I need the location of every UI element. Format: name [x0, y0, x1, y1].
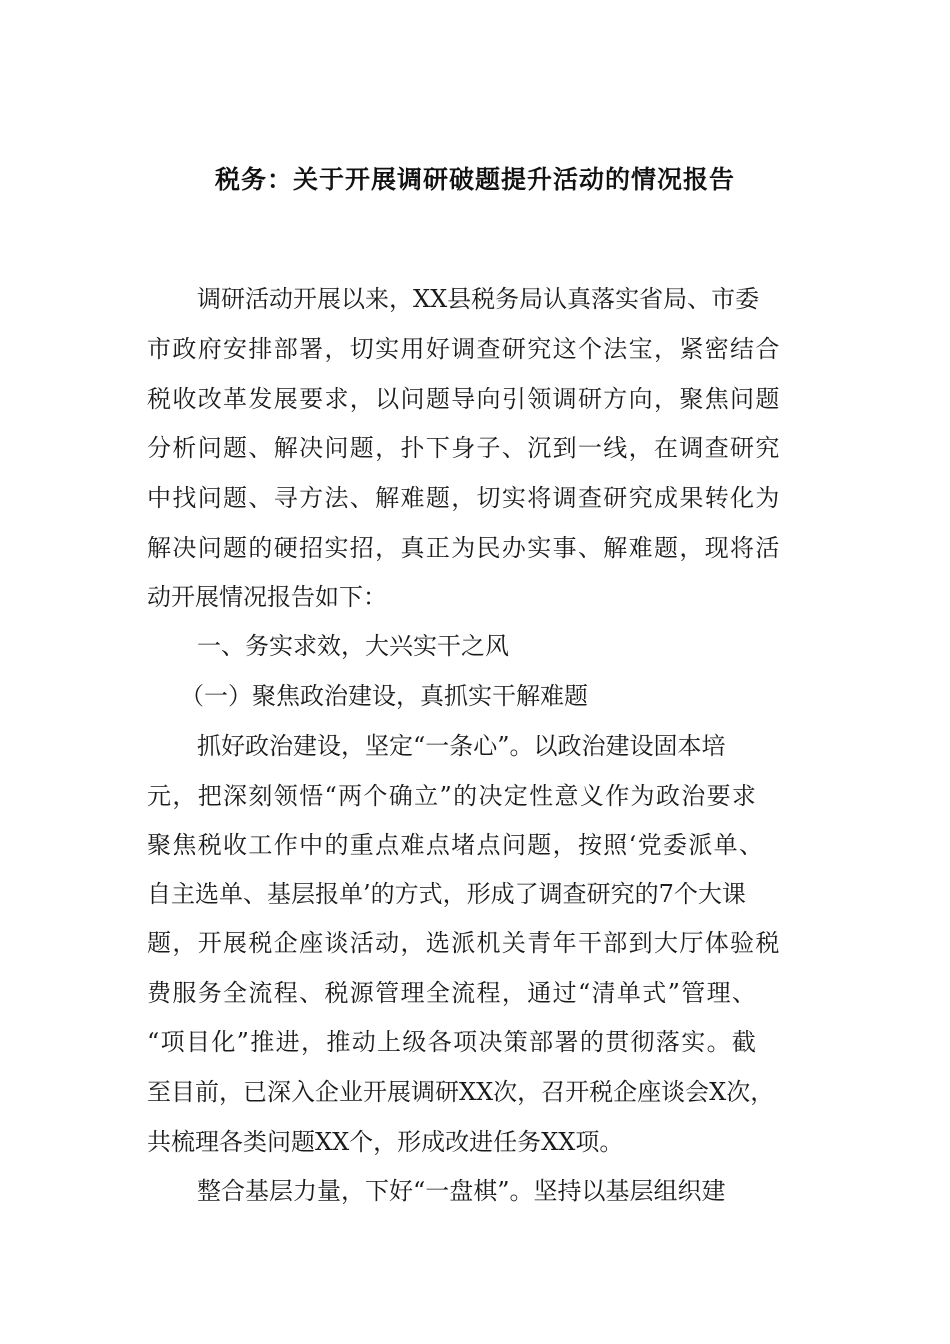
paragraph-line: 抓好政治建设，坚定“一条心”。以政治建设固本培 — [197, 732, 726, 760]
paragraph-line: 整合基层力量，下好“一盘棋”。坚持以基层组织建 — [197, 1177, 726, 1205]
paragraph-line: 题，开展税企座谈活动，选派机关青年干部到大厅体验税 — [147, 929, 781, 957]
paragraph-line: 自主选单、基层报单’的方式，形成了调查研究的7个大课 — [147, 880, 746, 908]
paragraph-line: 税收改革发展要求，以问题导向引领调研方向，聚焦问题 — [147, 385, 781, 413]
section-heading: 一、务实求效，大兴实干之风 — [197, 632, 509, 660]
paragraph-line: 聚焦税收工作中的重点难点堵点问题，按照‘党委派单、 — [147, 831, 765, 859]
paragraph-line: 中找问题、寻方法、解难题，切实将调查研究成果转化为 — [147, 484, 781, 512]
paragraph-line: 调研活动开展以来，XX县税务局认真落实省局、市委 — [197, 285, 760, 313]
paragraph-line: 元，把深刻领悟“两个确立”的决定性意义作为政治要求 — [147, 782, 758, 810]
paragraph-line: 至目前，已深入企业开展调研XX次，召开税企座谈会X次， — [147, 1078, 775, 1106]
document-title: 税务：关于开展调研破题提升活动的情况报告 — [214, 165, 735, 194]
paragraph-line: 费服务全流程、税源管理全流程，通过“清单式”管理、 — [147, 979, 758, 1007]
paragraph-line: 共梳理各类问题XX个，形成改进任务XX项。 — [147, 1128, 624, 1156]
paragraph-line: 市政府安排部署，切实用好调查研究这个法宝，紧密结合 — [147, 335, 781, 363]
paragraph-line: “项目化”推进，推动上级各项决策部署的贯彻落实。截 — [147, 1028, 758, 1056]
paragraph-line: 动开展情况报告如下： — [147, 583, 387, 611]
subsection-heading: （一）聚焦政治建设，真抓实干解难题 — [180, 682, 588, 710]
paragraph-line: 解决问题的硬招实招，真正为民办实事、解难题，现将活 — [147, 534, 781, 562]
paragraph-line: 分析问题、解决问题，扑下身子、沉到一线，在调查研究 — [147, 434, 781, 462]
